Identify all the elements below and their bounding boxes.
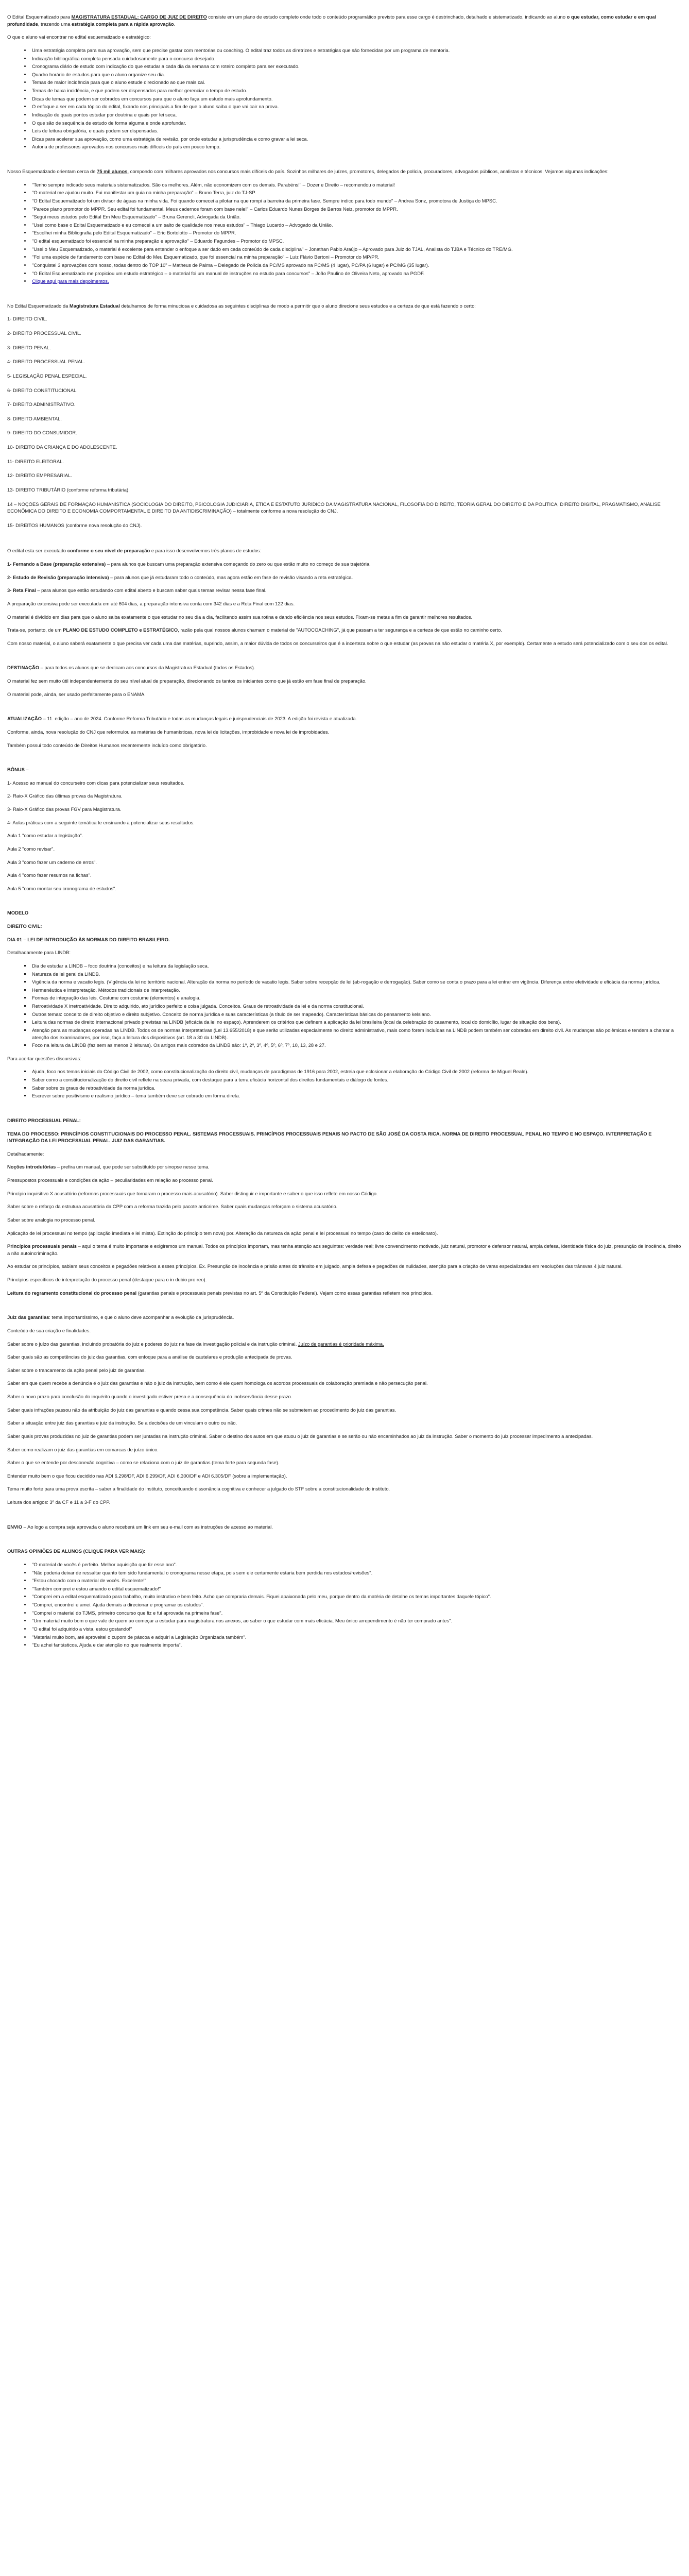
- list-item: ▪ Saber como a constitucionalização do direito civil reflete na seara privada, com destaque para a terra eficácia horizontal dos direitos fundamentais e diálogo de fontes.: [31, 1076, 682, 1083]
- bonus-item: 4- Aulas práticas com a seguinte temática te ensinando a potencializar seus resultados:: [7, 819, 195, 825]
- subject-item: 8- DIREITO AMBIENTAL.: [7, 415, 62, 421]
- proc-item: Pressupostos processuais e condições da ação – peculiaridades em relação ao processo penal.: [7, 1177, 213, 1183]
- list-item: ▪ Ajuda, foco nos temas iniciais do Código Civil de 2002, como constitucionalização do direito civil, mudanças de paradigmas de 1916 para 2002, estreia que eclosionar a elaboração do Código Civil de 2002 (reforma de Miguel Reale).: [31, 1068, 682, 1075]
- proc-item: Tema muito forte para uma prova escrita – saber a finalidade do instituto, conceituando dissonância cognitiva e conhecer a julgado do STF sobre a constitucionalidade do instituto.: [7, 1486, 390, 1492]
- questions-title: Para acertar questões discursivas:: [7, 1055, 81, 1061]
- bonus-class: Aula 1 "como estudar a legislação".: [7, 833, 83, 839]
- opinion-item: • "Comprei em a edital esquematizado para trabalho, muito instrutivo e bem feito. Acho que compraria demais. Fiquei apaixonada pelo meu, porque dentro da matéria de detalhe os temas importantes daquele tópico".: [31, 1593, 682, 1600]
- list-item: ▪ Formas de integração das leis. Costume com costume (elementos) e analogia.: [31, 994, 682, 1002]
- delivery-paragraph: ENVIO – Ao logo a compra seja aprovada o aluno receberá um link em seu e-mail com as instruções de acesso ao material.: [7, 1523, 273, 1530]
- proc-item: Saber quais provas produzidas no juiz de garantias podem ser juntadas na instrução criminal. Saber o destino dos autos em que atuou o juiz de garantias e se serão ou não encaminhados ao juiz da instrução. Saber o momento do juiz processar impedimento a antecipadas.: [7, 1433, 593, 1439]
- list-item: ▪ Atenção para as mudanças operadas na LINDB. Todos os de normas interpretativas (Lei 13.655/2018) e que serão utilizadas especialmente no direito administrativo, mais como forem incluídas na LINDB podem também ser cobradas em direito civil. As mudanças são polêmicas e tendem a chamar a atenção dos examinadores, por isso, faça a leitura dos dispositivos (art. 18 a 30 da LINDB).: [31, 1027, 682, 1041]
- opinion-item: • "Um material muito bom o que vale de quem ao começar a estudar para magistratura nos anexos, ao saber o que estudar com mais eficácia. Meu único arrependimento é não ter comprado antes".: [31, 1617, 682, 1624]
- subject-item: 2- DIREITO PROCESSUAL CIVIL.: [7, 330, 81, 336]
- bonus-class: Aula 3 "como fazer um caderno de erros".: [7, 859, 97, 865]
- disciplines-intro: No Edital Esquematizado da Magistratura Estadual detalhamos de forma minuciosa e cuidadosa as seguintes disciplinas de modo a permitir que o aluno direcione seus estudos e a certeza de que está fazendo o certo:: [7, 302, 476, 309]
- list-item: • Quadro horário de estudos para que o aluno organize seu dia.: [31, 71, 682, 78]
- questions-list: [7, 1068, 682, 1099]
- subject-item: 11- DIREITO ELEITORAL.: [7, 458, 64, 464]
- plan-extensive: 1- Fernando a Base (preparação extensiva) – para alunos que buscam uma preparação extensiva começando do zero ou que estão muito no começo de sua trajetória.: [7, 561, 371, 567]
- model-day-title: DIA 01 – LEI DE INTRODUÇÃO ÀS NORMAS DO DIREITO BRASILEIRO.: [7, 936, 170, 942]
- proc-item: Entender muito bem o que ficou decidido nas ADI 6.298/DF, ADI 6.299/DF, ADI 6.300/DF e ADI 6.305/DF (sobre a implementação).: [7, 1472, 287, 1479]
- proc-item: Saber o novo prazo para conclusão do inquérito quando o investigado estiver preso e a consequência do inobservância desse prazo.: [7, 1394, 292, 1399]
- update-cnj: Conforme, ainda, nova resolução do CNJ que reformulou as matérias de humanísticas, nova lei de licitações, improbidade e nova lei de improbidades.: [7, 728, 330, 735]
- proc-item: Noções introdutórias – prefira um manual, que pode ser substituído por sinopse nesse tema.: [7, 1164, 210, 1170]
- list-item: ▪ Natureza de lei geral da LINDB.: [31, 971, 682, 978]
- proc-item: Saber como realizam o juiz das garantias em comarcas de juízo único.: [7, 1446, 159, 1452]
- list-item: • Indicação de quais pontos estudar por doutrina e quais por lei seca.: [31, 111, 682, 118]
- plan-intro: O edital esta ser executado conforme o seu nível de preparação e para isso desenvolvemos três planos de estudos:: [7, 548, 261, 554]
- plan-final: 3- Reta Final – para alunos que estão estudando com edital aberto e buscam saber quais temas revisar nessa fase final.: [7, 587, 267, 594]
- subjects-list: [7, 315, 682, 529]
- testimonial-item: • "O Edital Esquematizado foi um divisor de águas na minha vida. Foi quando comecei a pilotar na que rompi a barreira da primeira fase. Sempre indico para todo mundo" – Andrea Sonz, promotora de Justiça do MPSC.: [31, 197, 682, 205]
- opinion-item: • "Estou chocado com o material de vocês. Excelente!": [31, 1577, 682, 1584]
- testimonials-list: [7, 181, 682, 285]
- proc-item: Saber quais infrações passou não da atribuição do juiz das garantias e quando cessa sua competência. Saber quais crimes não se submetem ao procedimento do juiz das garantias.: [7, 1406, 397, 1413]
- testimonial-item: • "Usei como base o Edital Esquematizado e eu comecei a um salto de qualidade nos meus estudos" – Thiago Lucardo – Advogado da União.: [31, 222, 682, 229]
- list-item: ▪ Vigência da norma e vacatio legis. (Vigência da lei no território nacional. Alteração da norma no período de vacatio legis. Saber sobre recepção de lei (ab-rogação e derrogação). Saber como se conta o prazo para a lei entrar em vigência. Diferença entre efetividade e eficácia da norma jurídica.: [31, 978, 682, 986]
- list-item: • Autoria de professores aprovados nos concursos mais difíceis do país em pouco tempo.: [31, 143, 682, 150]
- subject-item: 13- DIREITO TRIBUTÁRIO (conforme reforma tributária).: [7, 486, 130, 493]
- bonus-class: Aula 4 "como fazer resumos na fichas".: [7, 872, 92, 878]
- list-item: ▪ Dia de estudar a LINDB – foco doutrina (conceitos) e na leitura da legislação seca.: [31, 962, 682, 970]
- proc-item: Juiz das garantias: tema importantíssimo, e que o aluno deve acompanhar a evolução da jurisprudência.: [7, 1314, 234, 1320]
- subject-item: 4- DIREITO PROCESSUAL PENAL.: [7, 359, 85, 365]
- testimonial-item: • "Conquistei 3 aprovações com nosso, todas dentro do TOP 10" – Matheus de Palma – Delegado de Polícia da PC/MS aprovado na PC/MS (4 lugar), PC/PA (6 lugar) e PC/MG (35 lugar).: [31, 262, 682, 269]
- proc-item: Saber sobre analogia no processo penal.: [7, 1216, 95, 1223]
- list-item: • Indicação bibliográfica completa pensada cuidadosamente para o concurso desejado.: [31, 55, 682, 62]
- list-item: • Temas de baixa incidência, e que podem ser dispensados para melhor gerenciar o tempo de estudo.: [31, 87, 682, 94]
- plan-benefit: Com nosso material, o aluno saberá exatamente o que precisa ver cada uma das matérias, suprindo, assim, a maior dúvida de todos os concurseiros que é a incerteza sobre o que estudar (as provas na não estudar o matéria X, por exemplo). Certamente a estudo será potencializado com o seu dos os edital.: [7, 640, 668, 646]
- plan-complete: Trata-se, portanto, de um PLANO DE ESTUDO COMPLETO e ESTRATÉGICO, razão pela qual nossos alunos chamam o material de "AUTOCOACHING", já que passam a ter segurança e a certeza de que estão no caminho certo.: [7, 627, 502, 633]
- list-item: ▪ Foco na leitura da LINDB (faz sem as menos 2 leituras). Os artigos mais cobrados da LINDB são: 1º, 2º, 3º, 4º, 5º, 6º, 7º, 10, 13, 28 e 27.: [31, 1042, 682, 1049]
- plan-intensive: 2- Estudo de Revisão (preparação intensiva) – para alunos que já estudaram todo o conteúdo, mas agora estão em fase de revisão visando a reta estratégica.: [7, 574, 353, 580]
- list-item: • Dicas de temas que podem ser cobrados em concursos para que o aluno faça um estudo mais aprofundamento.: [31, 95, 682, 103]
- list-item: • Cronograma diário de estudo com indicação do que estudar a cada dia da semana com roteiro completo para ser executado.: [31, 63, 682, 70]
- destination-enam: O material pode, ainda, ser usado perfeitamente para o ENAMA.: [7, 691, 146, 697]
- subject-item: 1- DIREITO CIVIL.: [7, 316, 47, 322]
- proc-item: Saber a situação entre juiz das garantias e juiz da instrução. Se a decisões de um vinculam o outro ou não.: [7, 1420, 237, 1426]
- list-item: • O que são de sequência de estudo de forma alguma e onde aprofundar.: [31, 120, 682, 127]
- opinions-title[interactable]: OUTRAS OPINIÕES DE ALUNOS (CLIQUE PARA VER MAIS):: [7, 1548, 146, 1554]
- more-testimonials-item: [31, 278, 682, 285]
- subject-item: 15- DIREITOS HUMANOS (conforme nova resolução do CNJ).: [7, 522, 142, 528]
- model-title: MODELO: [7, 910, 29, 916]
- list-item: • Dicas para acelerar sua aprovação, como uma estratégia de revisão, por onde estudar a jurisprudência e como gravar a lei seca.: [31, 135, 682, 143]
- proc-item: Saber quais são as competências do juiz das garantias, com enfoque para a análise de cautelares e produção antecipada de provas.: [7, 1354, 292, 1360]
- subject-item: 12- DIREITO EMPRESARIAL.: [7, 472, 72, 479]
- testimonial-item: • "Parece plano promotor do MPPR. Seu edital foi fundamental. Meus cadernos foram com base nele!" – Carlos Eduardo Nunes Borges de Barros Neiz, promotor do MPPR.: [31, 206, 682, 213]
- list-item: ▪ Leitura das normas de direito internacional privado previstas na LINDB (eficácia da lei no espaço). Aprenderem os critérios que definem a aplicação da lei brasileira (local da celebração do casamento, local do domicílio, lugar de situação dos bens).: [31, 1019, 682, 1026]
- bonus-title: BÔNUS –: [7, 767, 29, 773]
- opinion-item: • "O edital foi adquirido a vista, estou gostando!": [31, 1625, 682, 1633]
- opinions-list: [7, 1561, 682, 1649]
- more-testimonials-link[interactable]: Clique aqui para mais depoimentos.: [32, 278, 109, 284]
- list-item: ▪ Saber sobre os graus de retroatividade da norma jurídica.: [31, 1084, 682, 1092]
- opinion-item: • "Comprei, encontrei e amei. Ajuda demais a direcionar e programar os estudos".: [31, 1601, 682, 1608]
- opinion-item: • "O material de vocês é perfeito. Melhor aquisição que fiz esse ano".: [31, 1561, 682, 1568]
- proc-penal-title: DIREITO PROCESSUAL PENAL:: [7, 1117, 81, 1123]
- subject-item: 14 – NOÇÕES GERAIS DE FORMAÇÃO HUMANÍSTICA (SOCIOLOGIA DO DIREITO, PSICOLOGIA JUDICIÁRIA, ÉTICA E ESTATUTO JURÍDICO DA MAGISTRATURA NACIONAL, FILOSOFIA DO DIREITO, TEORIA GERAL DO DIREITO E DA POLÍTICA, DIREITO DIGITAL, PRAGMATISMO, ANÁLISE ECONÔMICA DO DIREITO E ECONOMIA COMPORTAMENTAL E DIREITO DA ANTIDISCRIMINAÇÃO) – totalmente conforme a nova resolução do CNJ.: [7, 501, 661, 514]
- proc-item: Leitura dos artigos: 3º da CF e 11 a 3-F do CPP.: [7, 1499, 111, 1505]
- opinion-item: • "Material muito bom, até aproveitei o cupom de páscoa e adquiri a Legislação Organizada também".: [31, 1634, 682, 1641]
- bonus-item: 2- Raio-X Gráfico das últimas provas da Magistratura.: [7, 793, 123, 799]
- bonus-class: Aula 2 "como revisar".: [7, 845, 55, 852]
- intro-subtitle: O que o aluno vai encontrar no edital esquematizado e estratégico:: [7, 34, 151, 40]
- plan-division: O material é dividido em dias para que o aluno saiba exatamente o que estudar no seu dia a dia, facilitando assim sua rotina e dando eficiência nos seus estudos. Fixam-se metas a fim de garantir melhores resultados.: [7, 614, 473, 620]
- list-item: • Leis de leitura obrigatória, e quais podem ser dispensadas.: [31, 127, 682, 134]
- subject-item: 6- DIREITO CONSTITUCIONAL.: [7, 387, 78, 393]
- list-item: ▪ Retroatividade X irretroatividade. Direito adquirido, ato jurídico perfeito e coisa julgada. Conceitos. Graus de retroatividade da lei e da norma constitucional.: [31, 1003, 682, 1010]
- update-human-rights: Também possui todo conteúdo de Direitos Humanos recentemente incluído como obrigatório.: [7, 742, 207, 748]
- list-item: ▪ Escrever sobre positivismo e realismo jurídico – tema também deve ser cobrado em forma direta.: [31, 1092, 682, 1099]
- intro-paragraph: O Edital Esquematizado para MAGISTRATURA ESTADUAL: CARGO DE JUIZ DE DIREITO consiste em um plano de estudo completo onde todo o conteúdo programático previsto para esse cargo é destrinchado, detalhado e sistematizado, indicando ao aluno o que estudar, como estudar e em qual profundidade, trazendo uma estratégia completa para a rápida aprovação.: [7, 14, 657, 27]
- proc-item: Saber sobre o trancamento da ação penal pelo juiz de garantias.: [7, 1367, 146, 1373]
- subject-item: 9- DIREITO DO CONSUMIDOR.: [7, 430, 77, 436]
- proc-item: Saber em que quem recebe a denúncia é o juiz das garantias e não o juiz da instrução, bem como é ele quem homologa os acordos processuais de colaboração premiada e não persecução penal.: [7, 1380, 428, 1386]
- update-paragraph: ATUALIZAÇÃO – 11. edição – ano de 2024. Conforme Reforma Tributária e todas as mudanças legais e jurisprudenciais de 2023. A edição foi revista e atualizada.: [7, 716, 357, 722]
- testimonial-item: • "Segui meus estudos pelo Edital Em Meu Esquematizado" – Bruna Gerencli, Advogada da União.: [31, 213, 682, 221]
- testimonial-item: • "O Edital Esquematizado me propiciou um estudo estratégico – o material foi um manual de instruções no estudo para concursos" – João Paulino de Oliveira Neto, aprovado na PGDF.: [31, 270, 682, 277]
- testimonial-item: • "O edital esquematizado foi essencial na minha preparação e aprovação" – Eduardo Fagundes – Promotor do MPSC.: [31, 238, 682, 245]
- proc-item: Conteúdo de sua criação e finalidades.: [7, 1327, 91, 1333]
- list-item: • Uma estratégia completa para sua aprovação, sem que precise gastar com mentorias ou coaching. O edital traz todos as diretrizes e estratégias que são fornecidas por um programa de mentoria.: [31, 47, 682, 54]
- opinion-item: • "Não poderia deixar de ressaltar quanto tem sido fundamental o cronograma nesse etapa, pois sem ele certamente estaria bem perdida nos estudos/revisões".: [31, 1569, 682, 1577]
- testimonial-item: • "Foi uma espécie de fundamento com base no Edital do Meu Esquematizado, que foi essencial na minha preparação" – Luiz Flávio Bertoni – Promotor do MP/PR.: [31, 253, 682, 261]
- opinion-item: • "Eu achei fantásticos. Ajuda e dar atenção no que realmente importa".: [31, 1641, 682, 1649]
- model-detail-label: Detalhadamente para LINDB:: [7, 950, 71, 956]
- subject-item: 3- DIREITO PENAL.: [7, 344, 51, 350]
- opinion-item: • "Comprei o material do TJMS, primeiro concurso que fiz e fui aprovada na primeira fase".: [31, 1609, 682, 1617]
- proc-item: Saber sobre o juízo das garantias, incluindo probatória do juiz e poderes do juiz na fase da investigação policial e da instrução criminal. Juízo de garantias é prioridade máxima.: [7, 1341, 384, 1347]
- features-list: [7, 47, 682, 150]
- testimonial-item: • "Tenho sempre indicado seus materiais sistematizados. São os melhores. Além, não economizem com os demais. Parabéns!" – Dozer e Direito – recomendou o material!: [31, 181, 682, 189]
- opinion-item: • "Também comprei e estou amando o edital esquematizado!": [31, 1585, 682, 1592]
- proc-item: Saber sobre o reforço da estrutura acusatória da CPP com a reforma trazida pelo pacote anticrime. Saber quais mudanças reforçam o sistema acusatório.: [7, 1204, 338, 1210]
- subject-item: 7- DIREITO ADMINISTRATIVO.: [7, 401, 76, 408]
- testimonial-item: • "O material me ajudou muito. Fui manifestar um guia na minha preparação" – Bruno Terra, juiz do TJ-SP.: [31, 189, 682, 196]
- proc-item: Leitura do regramento constitucional do processo penal (garantias penais e processuais penais previstas no art. 5º da Constituição Federal). Vejam como essas garantias refletem nos princípios.: [7, 1290, 433, 1296]
- plan-duration: A preparação extensiva pode ser executada em até 604 dias, a preparação intensiva conta com 342 dias e a Reta Final com 122 dias.: [7, 600, 295, 606]
- proc-penal-theme: TEMA DO PROCESSO: PRINCÍPIOS CONSTITUCIONAIS DO PROCESSO PENAL. SISTEMAS PROCESSUAIS. PRINCÍPIOS PROCESSUAIS PENAIS NO PACTO DE SÃO JOSÉ DA COSTA RICA. NORMA DE DIREITO PROCESSUAL PENAL NO TEMPO E NO ESPAÇO. INTERPRETAÇÃO E INTEGRAÇÃO DA LEI PROCESSUAL PENAL. JUIZ DAS GARANTIAS.: [7, 1130, 652, 1144]
- list-item: • Temas de maior incidência para que o aluno estude direcionado ao que mais cai.: [31, 79, 682, 86]
- proc-item: Ao estudar os princípios, sabiam seus conceitos e pegadões relativos a esses princípios. Ex. Presunção de inocência e prisão antes do trânsito em julgado, ampla defesa e pegadões de nulidades, atenção para a criação de varas especializadas em resoluções das trânsvas 4 juiz natural.: [7, 1263, 623, 1269]
- list-item: ▪ Hermenêutica e interpretação. Métodos tradicionais de interpretação.: [31, 987, 682, 994]
- bonus-class: Aula 5 "como montar seu cronograma de estudos".: [7, 885, 116, 891]
- testimonial-item: • "Escolhei minha Bibliografia pelo Edital Esquematizado" – Eric Bortolotto – Promotor do MPPR.: [31, 229, 682, 236]
- model-civil-title: DIREITO CIVIL:: [7, 923, 42, 929]
- list-item: • O enfoque a ser em cada tópico do edital, fixando nos principais a fim de que o aluno saiba o que vai cair na prova.: [31, 103, 682, 110]
- bonus-item: 1- Acesso ao manual do concurseiro com dicas para potencializar seus resultados.: [7, 779, 184, 786]
- testimonial-item: • "Usei o Meu Esquematizado, o material é excelente para entender o enfoque a ser dado em cada conteúdo de cada disciplina" – Jonathan Pablo Araújo – Aprovado para Juiz do TJAL, Analista do TJBA e Técnico do TRE/MG.: [31, 246, 682, 253]
- proc-item: Princípio inquisitivo X acusatório (reformas processuais que tornaram o processo mais acusatório). Saber distinguir e importante e saber o que isso reflete em nosso Código.: [7, 1190, 378, 1196]
- proc-item: Princípios específicos de interpretação do processo penal (destaque para o in dubio pro reo).: [7, 1277, 207, 1282]
- bonus-item: 3- Raio-X Gráfico das provas FGV para Magistratura.: [7, 806, 122, 812]
- proc-detail-label: Detalhadamente:: [7, 1150, 44, 1157]
- proc-item: Aplicação de lei processual no tempo (aplicação imediata e lei mista). Extinção do princípio tem nova) por. Alteração da natureza da ação penal e lei processual no tempo (caso do delito de estelionato).: [7, 1230, 438, 1236]
- destination-paragraph: DESTINAÇÃO – para todos os alunos que se dedicam aos concursos da Magistratura Estadual (todos os Estados).: [7, 665, 255, 671]
- subject-item: 10- DIREITO DA CRIANÇA E DO ADOLESCENTE.: [7, 444, 117, 450]
- proc-item: Princípios processuais penais – aqui o tema é muito importante e exigiremos um manual. Todos os princípios importam, mas tenha atenção aos seguintes: verdade real; livre convencimento motivado, juiz natural, promotor e defensor natural, ampla defesa, identidade física do juiz, presunção de inocência, direito a não autoincriminação.: [7, 1243, 681, 1256]
- proc-item: Saber o que se entende por desconexão cognitiva – como se relaciona com o juiz de garantias (tema forte para segunda fase).: [7, 1460, 280, 1466]
- destination-usefulness: O material fez sem muito útil independentemente do seu nível atual de preparação, direcionando os tantos os iniciantes como que já estão em fase final de preparação.: [7, 678, 367, 684]
- list-item: ▪ Outros temas: conceito de direito objetivo e direito subjetivo. Conceito de norma jurídica e suas características (a título de ser mapeado). Características básicas do pensamento kelsiano.: [31, 1011, 682, 1018]
- subject-item: 5- LEGISLAÇÃO PENAL ESPECIAL.: [7, 372, 87, 379]
- students-paragraph: Nosso Esquematizado orientam cerca de 75 mil alunos, compondo com milhares aprovados nos concursos mais difíceis do país. Sozinhos milhares de juízes, promotores, delegados de polícia, procuradores, advogados públicos, analistas e técnicos. Vejamos algumas indicações:: [7, 168, 609, 174]
- model-detail-list: [7, 962, 682, 1049]
